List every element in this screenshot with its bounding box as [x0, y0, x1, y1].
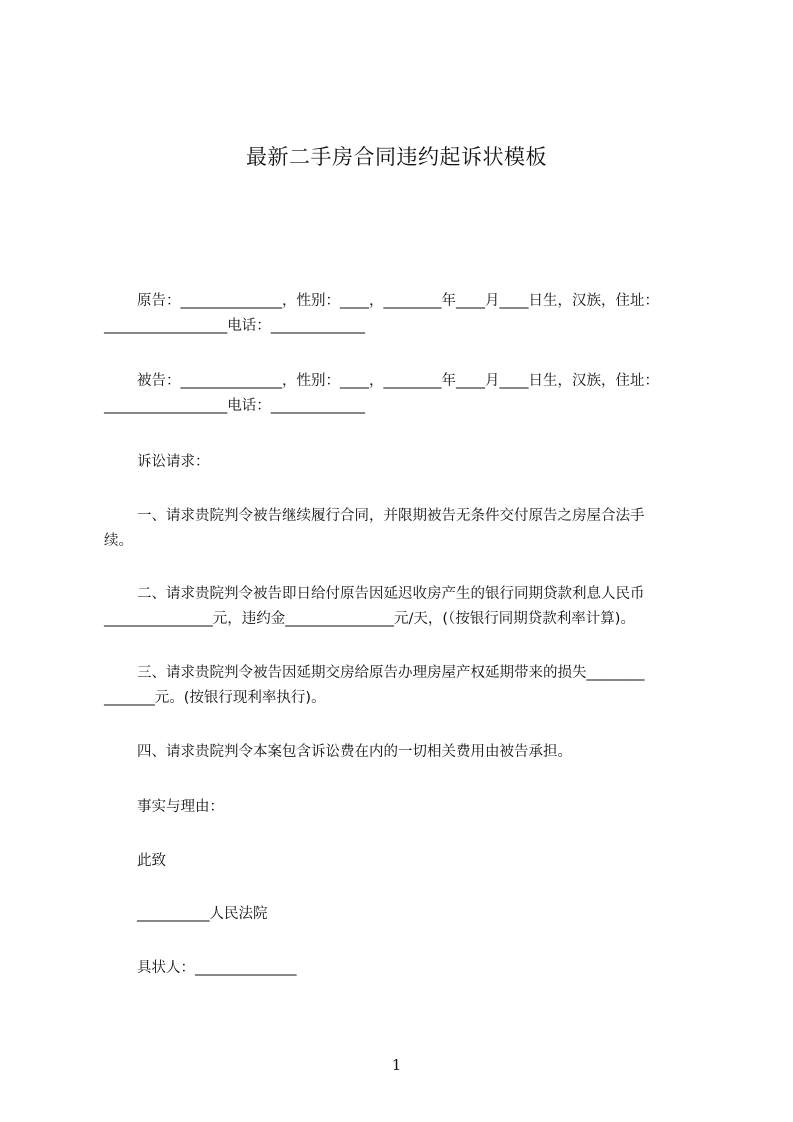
signer-line: 具状人：______________ — [137, 960, 297, 976]
page-number: 1 — [391, 1056, 402, 1074]
document-title: 最新二手房合同违约起诉状模板 — [246, 145, 547, 169]
plaintiff-line-1: 原告：______________，性别：____，________年____月____日生，汉族，住址： — [137, 293, 659, 309]
facts-heading: 事实与理由： — [137, 799, 224, 815]
claims-heading: 诉讼请求： — [137, 454, 210, 470]
plaintiff-paragraph — [104, 289, 704, 339]
claim-item-4: 四、请求贵院判令本案包含诉讼费在内的一切相关费用由被告承担。 — [137, 744, 572, 760]
court-line: __________人民法院 — [137, 906, 268, 922]
defendant-line-1: 被告：______________，性别：____，________年____月____日生，汉族，住址： — [137, 373, 659, 389]
claim-item-1: 一、请求贵院判令被告继续履行合同，并限期被告无条件交付原告之房屋合法手 续。 — [104, 508, 645, 549]
claim-item-2: 二、请求贵院判令被告即日给付原告因延迟收房产生的银行同期贷款利息人民币 _______________元，违约金_______________元/天，(（按银行同期贷款利率计算)。 — [104, 586, 645, 627]
defendant-paragraph — [104, 369, 704, 419]
claim-item-3: 三、请求贵院判令被告因延期交房给原告办理房屋产权延期带来的损失________ _______元。(按银行现利率执行)。 — [104, 665, 645, 706]
defendant-line-2: _________________电话：_____________ — [104, 398, 365, 414]
plaintiff-line-2: _________________电话：_____________ — [104, 318, 365, 334]
closing-text: 此致 — [137, 853, 166, 869]
